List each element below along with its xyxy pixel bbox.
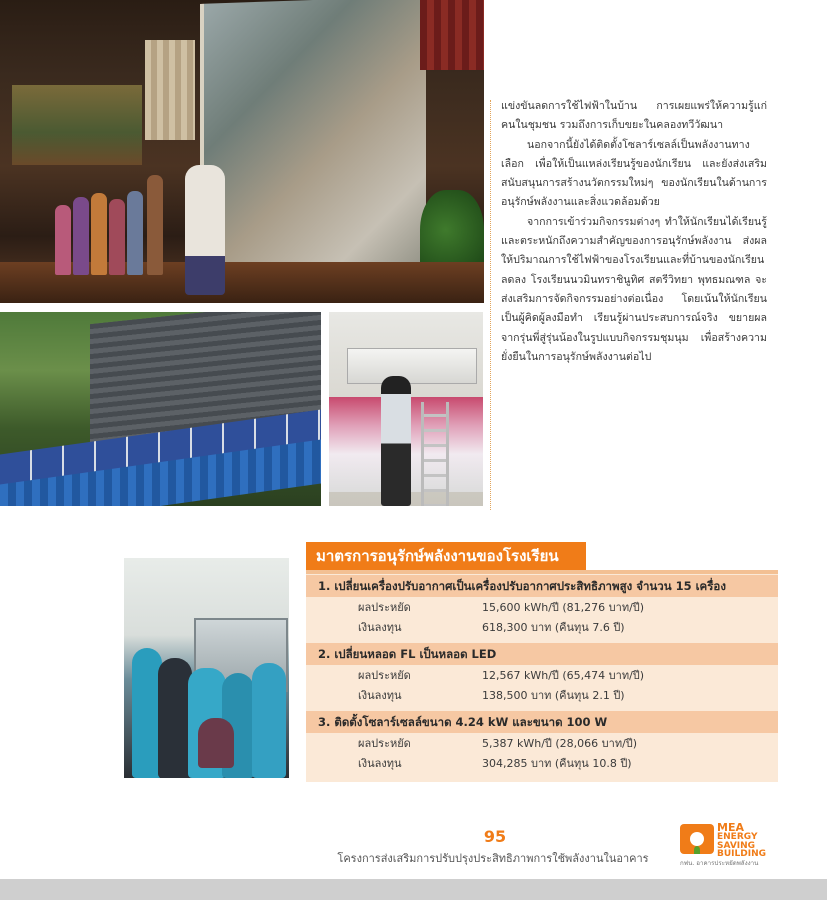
measure-3-investment: เงินลงทุน 304,285 บาท (คืนทุน 10.8 ปี): [358, 757, 632, 770]
measure-2-investment: เงินลงทุน 138,500 บาท (คืนทุน 2.1 ปี): [358, 689, 625, 702]
students-photo: [124, 558, 289, 778]
energy-measures-box: [306, 542, 778, 782]
solar-panel-photo: [0, 312, 321, 506]
measure-3-heading: 3. ติดตั้งโซลาร์เซลล์ขนาด 4.24 kW และขนาด 100 W: [306, 711, 778, 733]
footer-caption: โครงการส่งเสริมการปรับปรุงประสิทธิภาพการใช้พลังงานในอาคาร: [337, 852, 649, 865]
column-divider: [490, 100, 491, 510]
measure-1-heading: 1. เปลี่ยนเครื่องปรับอากาศเป็นเครื่องปรับอากาศประสิทธิภาพสูง จำนวน 15 เครื่อง: [306, 575, 778, 597]
paragraph-1: แข่งขันลดการใช้ไฟฟ้าในบ้าน การเผยแพร่ให้ความรู้แก่คนในชุมชน รวมถึงการเก็บขยะในคลองทวีวัฒนา: [501, 100, 767, 132]
stage-photo: [0, 0, 484, 303]
measures-title: มาตรการอนุรักษ์พลังงานของโรงเรียน: [306, 542, 586, 570]
building-sun-icon: [680, 824, 714, 854]
measure-1-investment: เงินลงทุน 618,300 บาท (คืนทุน 7.6 ปี): [358, 621, 625, 634]
aircon-install-photo: [329, 312, 483, 506]
page-number: 95: [483, 827, 507, 846]
paragraph-3: จากการเข้าร่วมกิจกรรมต่างๆ ทำให้นักเรียนได้เรียนรู้และตระหนักถึงความสำคัญของการอนุรักษ์พลังงาน ส่งผลให้ปริมาณการใช้ไฟฟ้าของโรงเรียนและที่บ้านของนักเรียนลดลง โรงเรียนนวมินทราชินูทิศ สตรีวิทยา พุทธมณฑล จะส่งเสริมการจัดกิจกรรมอย่างต่อเนื่อง โดยเน้นให้นักเรียนเป็นผู้คิดผู้ลงมือทำ เรียนรู้ผ่านประสบการณ์จริง ขยายผลจากรุ่นพี่สู่รุ่นน้องในรูปแบบกิจกรรมชุมนุม เพื่อสร้างความยั่งยืนในการอนุรักษ์พลังงานต่อไป: [501, 215, 767, 363]
mea-energy-saving-logo: MEA ENERGY SAVING BUILDING กฟน. อาคารประหยัดพลังงาน: [680, 821, 766, 867]
paragraph-2: นอกจากนี้ยังได้ติดตั้งโซลาร์เซลล์เป็นพลังงานทางเลือก เพื่อให้เป็นแหล่งเรียนรู้ของนักเรียน และยังส่งเสริมสนับสนุนการสร้างนวัตกรรมใหม่ๆ ของนักเรียนในด้านการอนุรักษ์พลังงานและสิ่งแวดล้อมด้วย: [501, 138, 767, 209]
measure-2-heading: 2. เปลี่ยนหลอด FL เป็นหลอด LED: [306, 643, 778, 665]
bottom-band: [0, 879, 827, 900]
measure-3-savings: ผลประหยัด 5,387 kWh/ปี (28,066 บาท/ปี): [358, 737, 638, 750]
body-text-column: [501, 97, 767, 367]
measure-1-savings: ผลประหยัด 15,600 kWh/ปี (81,276 บาท/ปี): [358, 601, 645, 614]
measure-2-savings: ผลประหยัด 12,567 kWh/ปี (65,474 บาท/ปี): [358, 669, 645, 682]
